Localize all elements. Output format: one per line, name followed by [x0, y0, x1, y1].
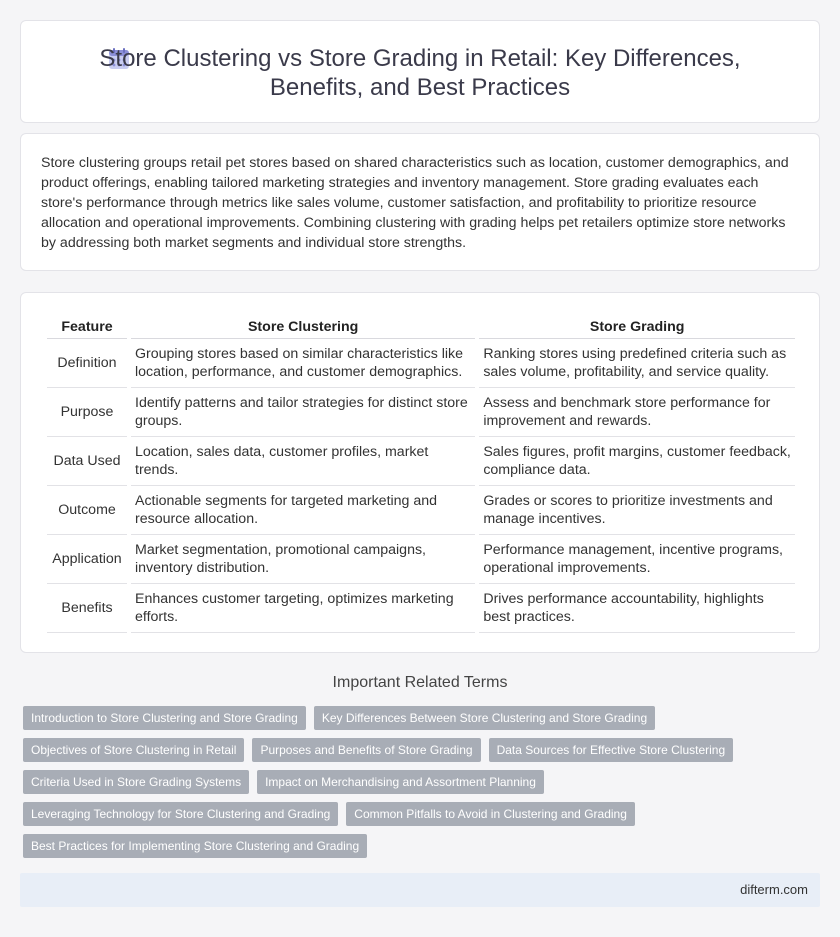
footer: [20, 873, 820, 907]
related-terms-list: [23, 706, 803, 858]
related-term-tag[interactable]: Introduction to Store Clustering and Store Grading: [23, 706, 306, 730]
header-card: [20, 20, 820, 123]
table-row: [47, 339, 795, 388]
feature-cell: Outcome: [47, 486, 127, 535]
column-header-store-clustering: Store Clustering: [131, 315, 475, 339]
table-row: [47, 535, 795, 584]
grading-cell: Sales figures, profit margins, customer feedback, compliance data.: [479, 437, 795, 486]
clustering-cell: Market segmentation, promotional campaigns, inventory distribution.: [131, 535, 475, 584]
clustering-cell: Grouping stores based on similar characteristics like location, performance, and customer demographics.: [131, 339, 475, 388]
table-row: [47, 584, 795, 633]
related-term-tag[interactable]: Leveraging Technology for Store Clustering and Grading: [23, 802, 338, 826]
intro-card: [20, 133, 820, 271]
grading-cell: Grades or scores to prioritize investments and manage incentives.: [479, 486, 795, 535]
grading-cell: Assess and benchmark store performance for improvement and rewards.: [479, 388, 795, 437]
feature-cell: Application: [47, 535, 127, 584]
related-term-tag[interactable]: Data Sources for Effective Store Clustering: [489, 738, 734, 762]
related-term-tag[interactable]: Common Pitfalls to Avoid in Clustering and Grading: [346, 802, 635, 826]
related-term-tag[interactable]: Impact on Merchandising and Assortment Planning: [257, 770, 544, 794]
related-term-tag[interactable]: Purposes and Benefits of Store Grading: [252, 738, 480, 762]
related-terms-heading: Important Related Terms: [332, 674, 508, 691]
grading-cell: Ranking stores using predefined criteria such as sales volume, profitability, and service quality.: [479, 339, 795, 388]
footer-site-link[interactable]: difterm.com: [740, 882, 808, 897]
related-term-tag[interactable]: Best Practices for Implementing Store Clustering and Grading: [23, 834, 367, 858]
related-term-tag[interactable]: Criteria Used in Store Grading Systems: [23, 770, 249, 794]
comparison-table-card: [20, 292, 820, 653]
column-header-store-grading: Store Grading: [479, 315, 795, 339]
intro-paragraph: Store clustering groups retail pet stores based on shared characteristics such as location, customer demographics, and product offerings, enabling tailored marketing strategies and inventory management. Store grading evaluates each store's performance through metrics like sales volume, customer satisfaction, and profitability to prioritize resource allocation and operational improvements. Combining clustering with grading helps pet retailers optimize store networks by addressing both market segments and individual store strengths.: [41, 155, 789, 251]
feature-cell: Data Used: [47, 437, 127, 486]
related-term-tag[interactable]: Key Differences Between Store Clustering and Store Grading: [314, 706, 655, 730]
feature-cell: Purpose: [47, 388, 127, 437]
table-row: [47, 486, 795, 535]
comparison-table: [43, 315, 799, 633]
table-header-row: [47, 315, 795, 339]
clustering-cell: Location, sales data, customer profiles, market trends.: [131, 437, 475, 486]
grading-cell: Drives performance accountability, highlights best practices.: [479, 584, 795, 633]
clustering-cell: Actionable segments for targeted marketing and resource allocation.: [131, 486, 475, 535]
clustering-cell: Enhances customer targeting, optimizes marketing efforts.: [131, 584, 475, 633]
table-row: [47, 388, 795, 437]
column-header-feature: Feature: [47, 315, 127, 339]
page-title: Store Clustering vs Store Grading in Retail: Key Differences, Benefits, and Best Practices: [99, 45, 741, 101]
table-row: [47, 437, 795, 486]
grading-cell: Performance management, incentive programs, operational improvements.: [479, 535, 795, 584]
feature-cell: Benefits: [47, 584, 127, 633]
related-term-tag[interactable]: Objectives of Store Clustering in Retail: [23, 738, 244, 762]
feature-cell: Definition: [47, 339, 127, 388]
clustering-cell: Identify patterns and tailor strategies for distinct store groups.: [131, 388, 475, 437]
